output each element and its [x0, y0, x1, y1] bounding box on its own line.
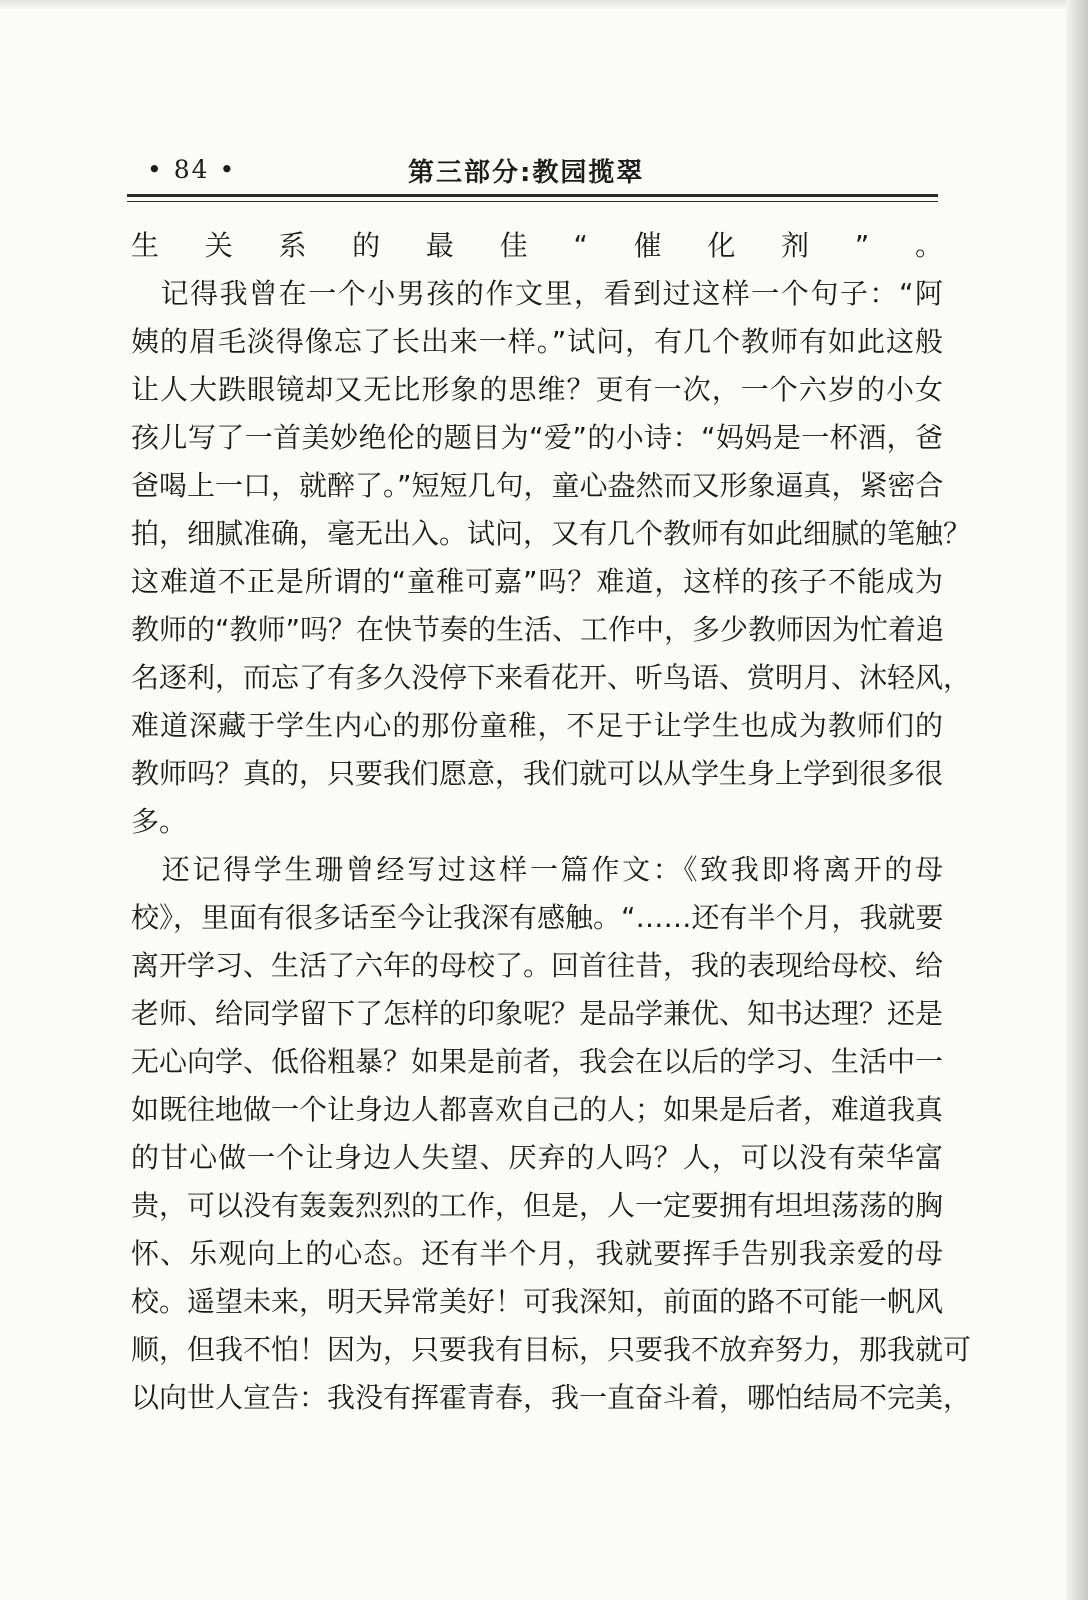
text-line: 名逐利，而忘了有多久没停下来看花开、听鸟语、赏明月、沐轻风， [131, 661, 972, 694]
body-text [131, 222, 972, 1422]
scan-shadow-right [1066, 0, 1088, 1600]
text-line: 怀、乐观向上的心态。还有半个月，我就要挥手告别我亲爱的母 [131, 1237, 943, 1270]
text-line: 生关系的最佳“催化剂”。 [131, 229, 943, 262]
text-line: 贵，可以没有轰轰烈烈的工作，但是，人一定要拥有坦坦荡荡的胸 [131, 1189, 944, 1222]
text-line: 教师吗？真的，只要我们愿意，我们就可以从学生身上学到很多很 [131, 757, 944, 790]
text-line: 以向世人宣告：我没有挥霍青春，我一直奋斗着，哪怕结局不完美， [131, 1381, 972, 1414]
text-line: 老师、给同学留下了怎样的印象呢？是品学兼优、知书达理？还是 [131, 997, 944, 1030]
scan-shadow-top [0, 0, 1088, 10]
text-line: 这难道不正是所谓的“童稚可嘉”吗？难道，这样的孩子不能成为 [131, 565, 943, 598]
text-line: 多。 [131, 805, 188, 838]
text-line: 顺，但我不怕！因为，只要我有目标，只要我不放弃努力，那我就可 [131, 1333, 972, 1366]
text-line: 还记得学生珊曾经写过这样一篇作文：《致我即将离开的母 [131, 853, 943, 886]
text-line: 孩儿写了一首美妙绝伦的题目为“爱”的小诗：“妈妈是一杯酒，爸 [131, 421, 943, 454]
running-head-title: 第三部分:教园揽翠 [408, 158, 645, 188]
text-line: 离开学习、生活了六年的母校了。回首往昔，我的表现给母校、给 [131, 949, 944, 982]
text-line: 爸喝上一口，就醉了。”短短几句，童心盎然而又形象逼真，紧密合 [131, 469, 944, 502]
text-line: 无心向学、低俗粗暴？如果是前者，我会在以后的学习、生活中一 [131, 1045, 944, 1078]
text-line: 如既往地做一个让身边人都喜欢自己的人；如果是后者，难道我真 [131, 1093, 944, 1126]
page-number: • 84 • [147, 155, 237, 184]
text-line: 记得我曾在一个小男孩的作文里，看到过这样一个句子：“阿 [131, 277, 943, 310]
text-line: 校。遥望未来，明天异常美好！可我深知，前面的路不可能一帆风 [131, 1285, 944, 1318]
text-line: 教师的“教师”吗？在快节奏的生活、工作中，多少教师因为忙着追 [131, 613, 945, 646]
text-line: 姨的眉毛淡得像忘了长出来一样。”试问，有几个教师有如此这般 [131, 325, 943, 358]
header-rule-thin [127, 201, 938, 202]
text-line: 让人大跌眼镜却又无比形象的思维？更有一次，一个六岁的小女 [131, 373, 943, 406]
text-line: 的甘心做一个让身边人失望、厌弃的人吗？人，可以没有荣华富 [131, 1141, 943, 1174]
header-rule-thick [127, 194, 938, 197]
text-line: 难道深藏于学生内心的那份童稚，不足于让学生也成为教师们的 [131, 709, 943, 742]
text-line: 校》，里面有很多话至今让我深有感触。“……还有半个月，我就要 [131, 901, 944, 934]
text-line: 拍，细腻准确，毫无出入。试问，又有几个教师有如此细腻的笔触？ [131, 517, 972, 550]
